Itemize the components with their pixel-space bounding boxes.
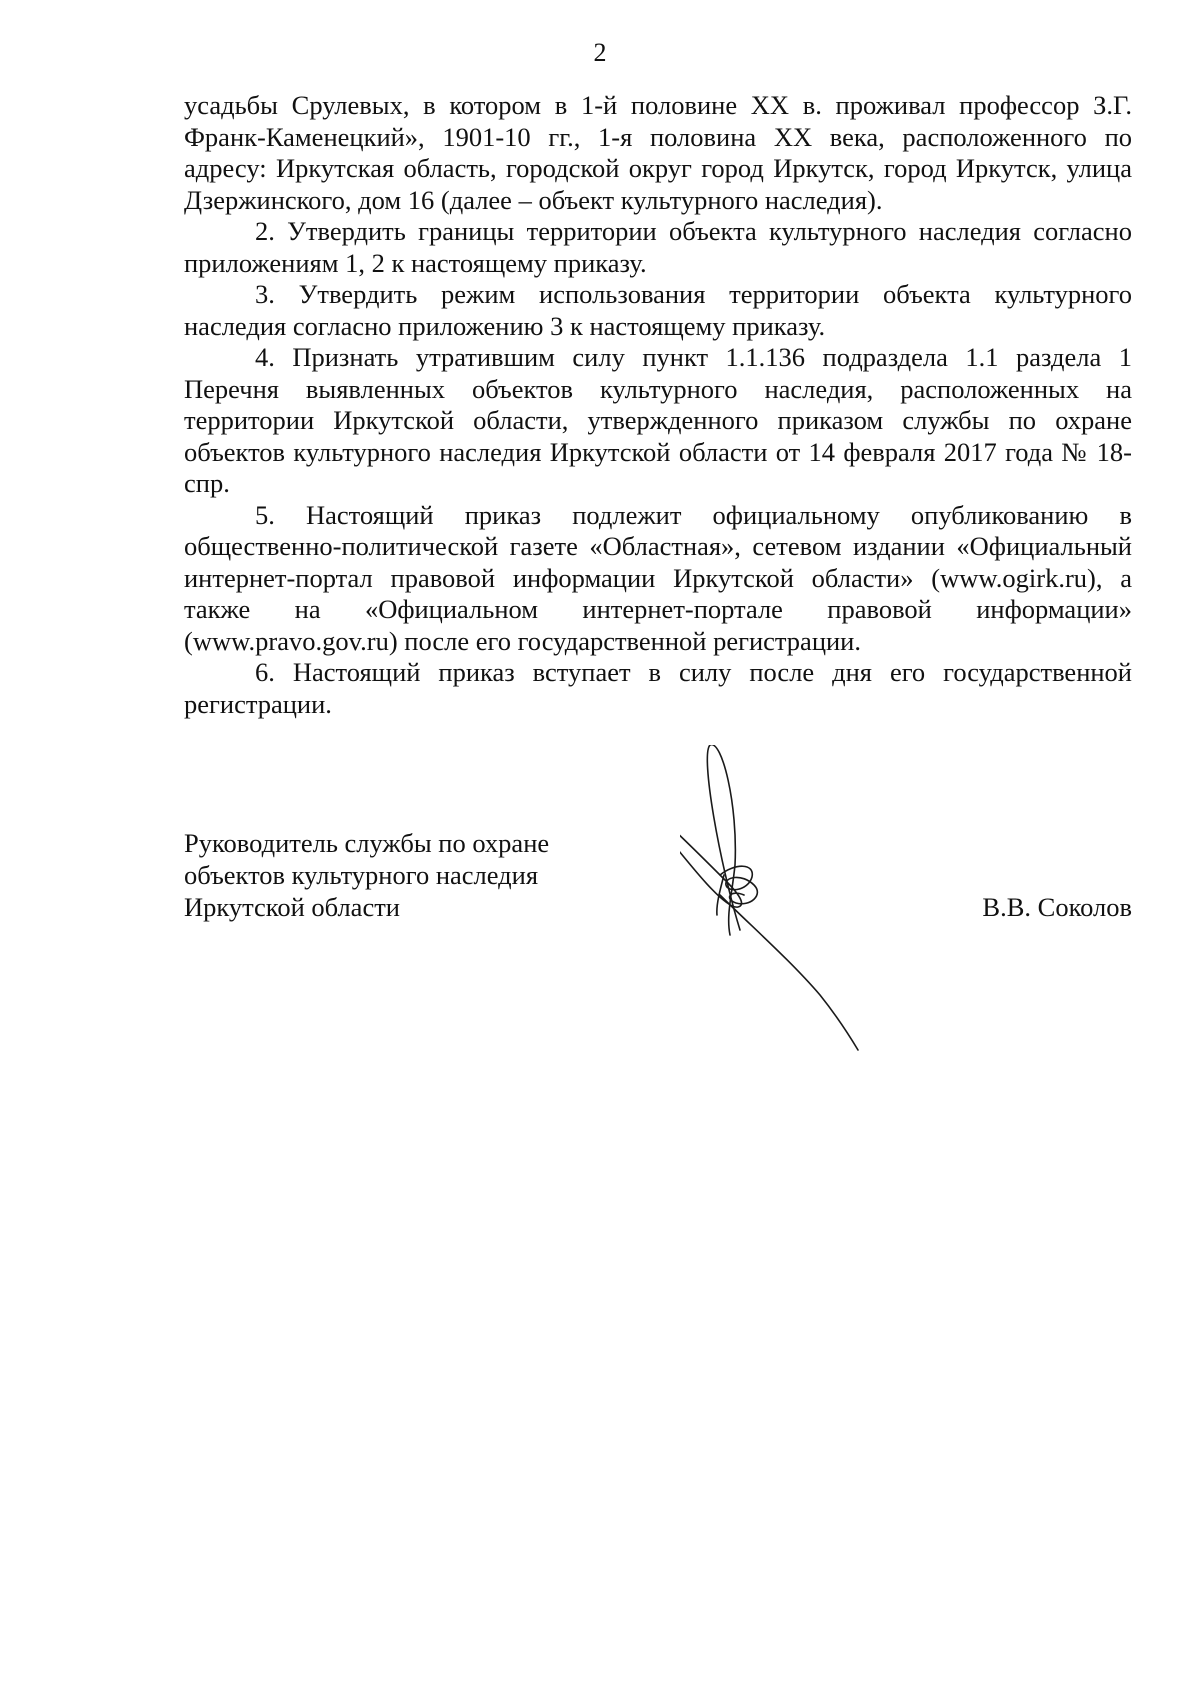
signature-tail bbox=[720, 895, 858, 1050]
signer-position-line: Иркутской области bbox=[184, 892, 400, 922]
paragraph-1-continuation: усадьбы Срулевых, в котором в 1-й половине XX в. проживал профессор З.Г. Франк-Каменецкий», 1901-10 гг., 1-я половина XX века, расположенного по адресу: Иркутская область, городской округ город Иркутск, город Иркутск, улица Дзержинского, дом 16 (далее – объект культурного наследия). bbox=[184, 90, 1132, 215]
paragraph-item-4: 4. Признать утратившим силу пункт 1.1.136 подраздела 1.1 раздела 1 Перечня выявленных объектов культурного наследия, расположенных на территории Иркутской области, утвержденного приказом службы по охране объектов культурного наследия Иркутской области от 14 февраля 2017 года № 18-спр. bbox=[184, 342, 1132, 498]
signer-position-line: Руководитель службы по охране bbox=[184, 828, 550, 858]
signature-knot bbox=[720, 866, 757, 904]
paragraph-item-3: 3. Утвердить режим использования территории объекта культурного наследия согласно приложению 3 к настоящему приказу. bbox=[184, 279, 1132, 341]
paragraph-item-5: 5. Настоящий приказ подлежит официальному опубликованию в общественно-политической газете «Областная», сетевом издании «Официальный интернет-портал правовой информации Иркутской области» (www.ogirk.ru), а также на «Официальном интернет-портале правовой информации» (www.pravo.gov.ru) после его государственной регистрации. bbox=[184, 499, 1132, 656]
signer-position bbox=[184, 827, 549, 923]
order-body bbox=[184, 90, 1132, 720]
paragraph-item-2: 2. Утвердить границы территории объекта культурного наследия согласно приложениям 1, 2 к настоящему приказу. bbox=[184, 216, 1132, 278]
signer-position-line: объектов культурного наследия bbox=[184, 860, 539, 890]
paragraph-item-6: 6. Настоящий приказ вступает в силу после дня его государственной регистрации. bbox=[184, 657, 1132, 719]
page-number: 2 bbox=[593, 38, 607, 67]
signer-name: В.В. Соколов bbox=[982, 892, 1132, 922]
handwritten-signature bbox=[680, 745, 940, 1085]
